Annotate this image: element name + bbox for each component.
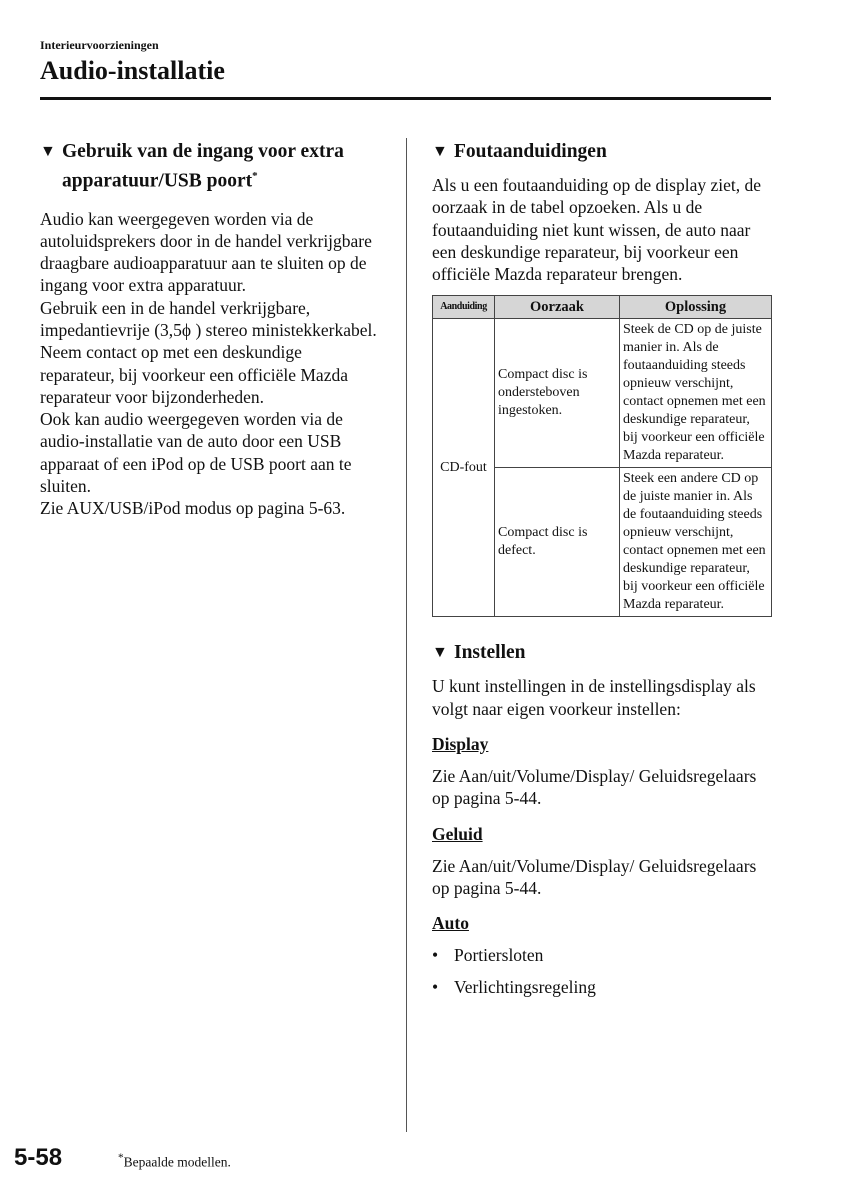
aux-usb-heading-line2: apparatuur/USB poort: [62, 170, 253, 192]
aux-usb-heading: [40, 140, 380, 194]
page-title: Audio-installatie: [40, 56, 225, 85]
aux-paragraph-4: Zie AUX/USB/iPod modus op pagina 5-63.: [40, 498, 346, 519]
solution-cell: Steek een andere CD op de juiste manier in. Als de foutaanduiding steeds opnieuw verschijnt, contact opnemen met een deskundige reparateur, bij voorkeur een officiële Mazda reparateur.: [620, 468, 772, 617]
error-table: [432, 295, 772, 617]
display-text: Zie Aan/uit/Volume/Display/ Geluidsregelaars op pagina 5-44.: [432, 766, 757, 809]
solution-cell: Steek de CD op de juiste manier in. Als de foutaanduiding steeds opnieuw verschijnt, contact opnemen met een deskundige reparateur, bij voorkeur een officiële Mazda reparateur.: [620, 319, 772, 468]
triangle-down-icon: ▼: [432, 644, 448, 662]
table-header-cause: Oorzaak: [495, 296, 620, 319]
title-rule: [40, 97, 771, 100]
sound-text: Zie Aan/uit/Volume/Display/ Geluidsregelaars op pagina 5-44.: [432, 855, 757, 898]
footnote-asterisk: *: [118, 1152, 124, 1164]
list-item: • Portiersloten: [432, 945, 544, 966]
cause-cell: Compact disc is ondersteboven ingestoken.: [495, 319, 620, 468]
table-row: [433, 319, 772, 468]
auto-subheading: Auto: [432, 913, 469, 934]
list-item: • Verlichtingsregeling: [432, 977, 596, 998]
cause-cell: Compact disc is defect.: [495, 468, 620, 617]
settings-heading: ▼ Instellen: [432, 642, 526, 664]
sound-subheading: Geluid: [432, 823, 483, 844]
aux-usb-heading-line1: Gebruik van de ingang voor extra: [62, 141, 344, 162]
left-column: [40, 140, 380, 520]
column-divider: [406, 138, 407, 1132]
aux-paragraph-2: Gebruik een in de handel verkrijgbare, impedantievrije (3,5ϕ ) stereo ministekkerkabel. Neem contact op met een deskundige reparateur, bij voorkeur een officiële Mazda reparateur voor bijzonderheden.: [40, 297, 377, 407]
aux-paragraph-1: Audio kan weergegeven worden via de autoluidsprekers door in de handel verkrijgbare draagbare audioapparatuur aan te sluiten op de ingang voor extra apparatuur.: [40, 208, 372, 296]
section-label: Interieurvoorzieningen: [40, 38, 159, 52]
page-number: 5-58: [14, 1144, 63, 1171]
error-heading: ▼ Foutaanduidingen: [432, 141, 607, 162]
bullet-icon: •: [432, 977, 439, 998]
error-intro: Als u een foutaanduiding op de display ziet, de oorzaak in de tabel opzoeken. Als u de foutaanduiding niet kunt wissen, de auto naar een deskundige reparateur, bij voorkeur een officiële Mazda reparateur brengen.: [432, 175, 762, 285]
right-column: [432, 140, 772, 998]
triangle-down-icon: ▼: [40, 143, 56, 160]
aux-paragraph-3: Ook kan audio weergegeven worden via de audio-installatie van de auto door een USB apparaat of een iPod op de USB poort aan te sluiten.: [40, 409, 352, 497]
indication-cell: CD-fout: [433, 319, 495, 617]
footnote-text: Bepaalde modellen.: [123, 1154, 231, 1170]
footnote: [118, 1152, 231, 1171]
display-subheading: Display: [432, 734, 489, 755]
settings-intro: U kunt instellingen in de instellingsdisplay als volgt naar eigen voorkeur instellen:: [432, 676, 756, 719]
table-header-solution: Oplossing: [620, 296, 772, 319]
aux-usb-body: [40, 208, 380, 520]
triangle-down-icon: ▼: [432, 143, 448, 160]
bullet-icon: •: [432, 945, 439, 966]
table-header-indication: Aanduiding: [433, 296, 495, 319]
model-asterisk: *: [252, 170, 258, 182]
